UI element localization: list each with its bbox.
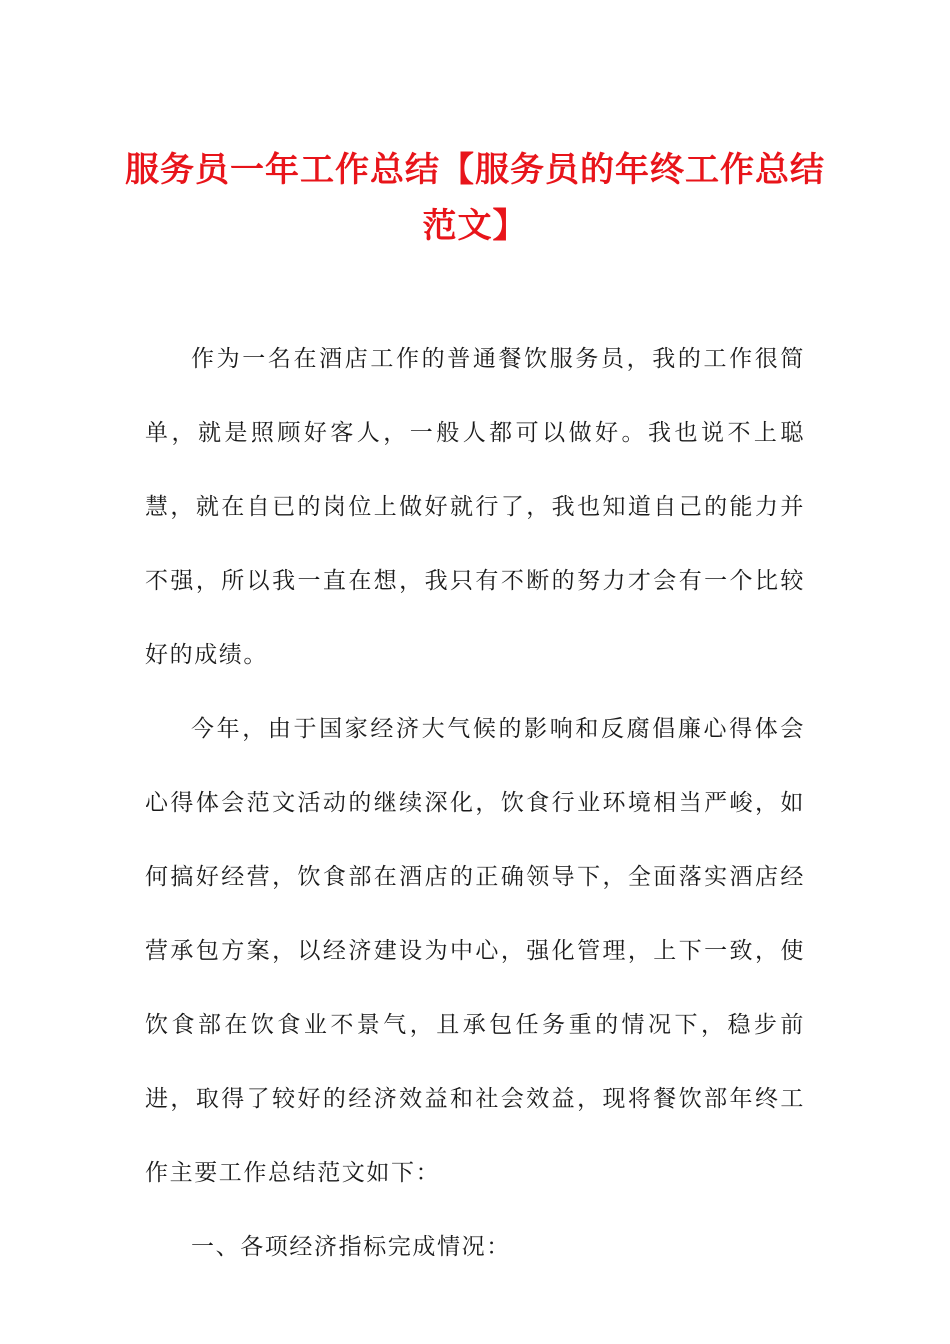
document-title: 服务员一年工作总结【服务员的年终工作总结范文】 (125, 150, 825, 246)
paragraph-overview: 今年，由于国家经济大气候的影响和反腐倡廉心得体会心得体会范文活动的继续深化，饮食行业环境相当严峻，如何搞好经营，饮食部在酒店的正确领导下，全面落实酒店经营承包方案，以经济建设为中心，强化管理，上下一致，使饮食部在饮食业不景气，且承包任务重的情况下，稳步前进，取得了较好的经济效益和社会效益，现将餐饮部年终工作主要工作总结范文如下： (145, 716, 805, 1186)
section-heading-economic-indicators: 一、各项经济指标完成情况： (191, 1234, 511, 1260)
document-body (145, 322, 805, 1284)
paragraph-intro: 作为一名在酒店工作的普通餐饮服务员，我的工作很简单，就是照顾好客人，一般人都可以做好。我也说不上聪慧，就在自已的岗位上做好就行了，我也知道自己的能力并不强，所以我一直在想，我只有不断的努力才会有一个比较好的成绩。 (145, 346, 805, 668)
